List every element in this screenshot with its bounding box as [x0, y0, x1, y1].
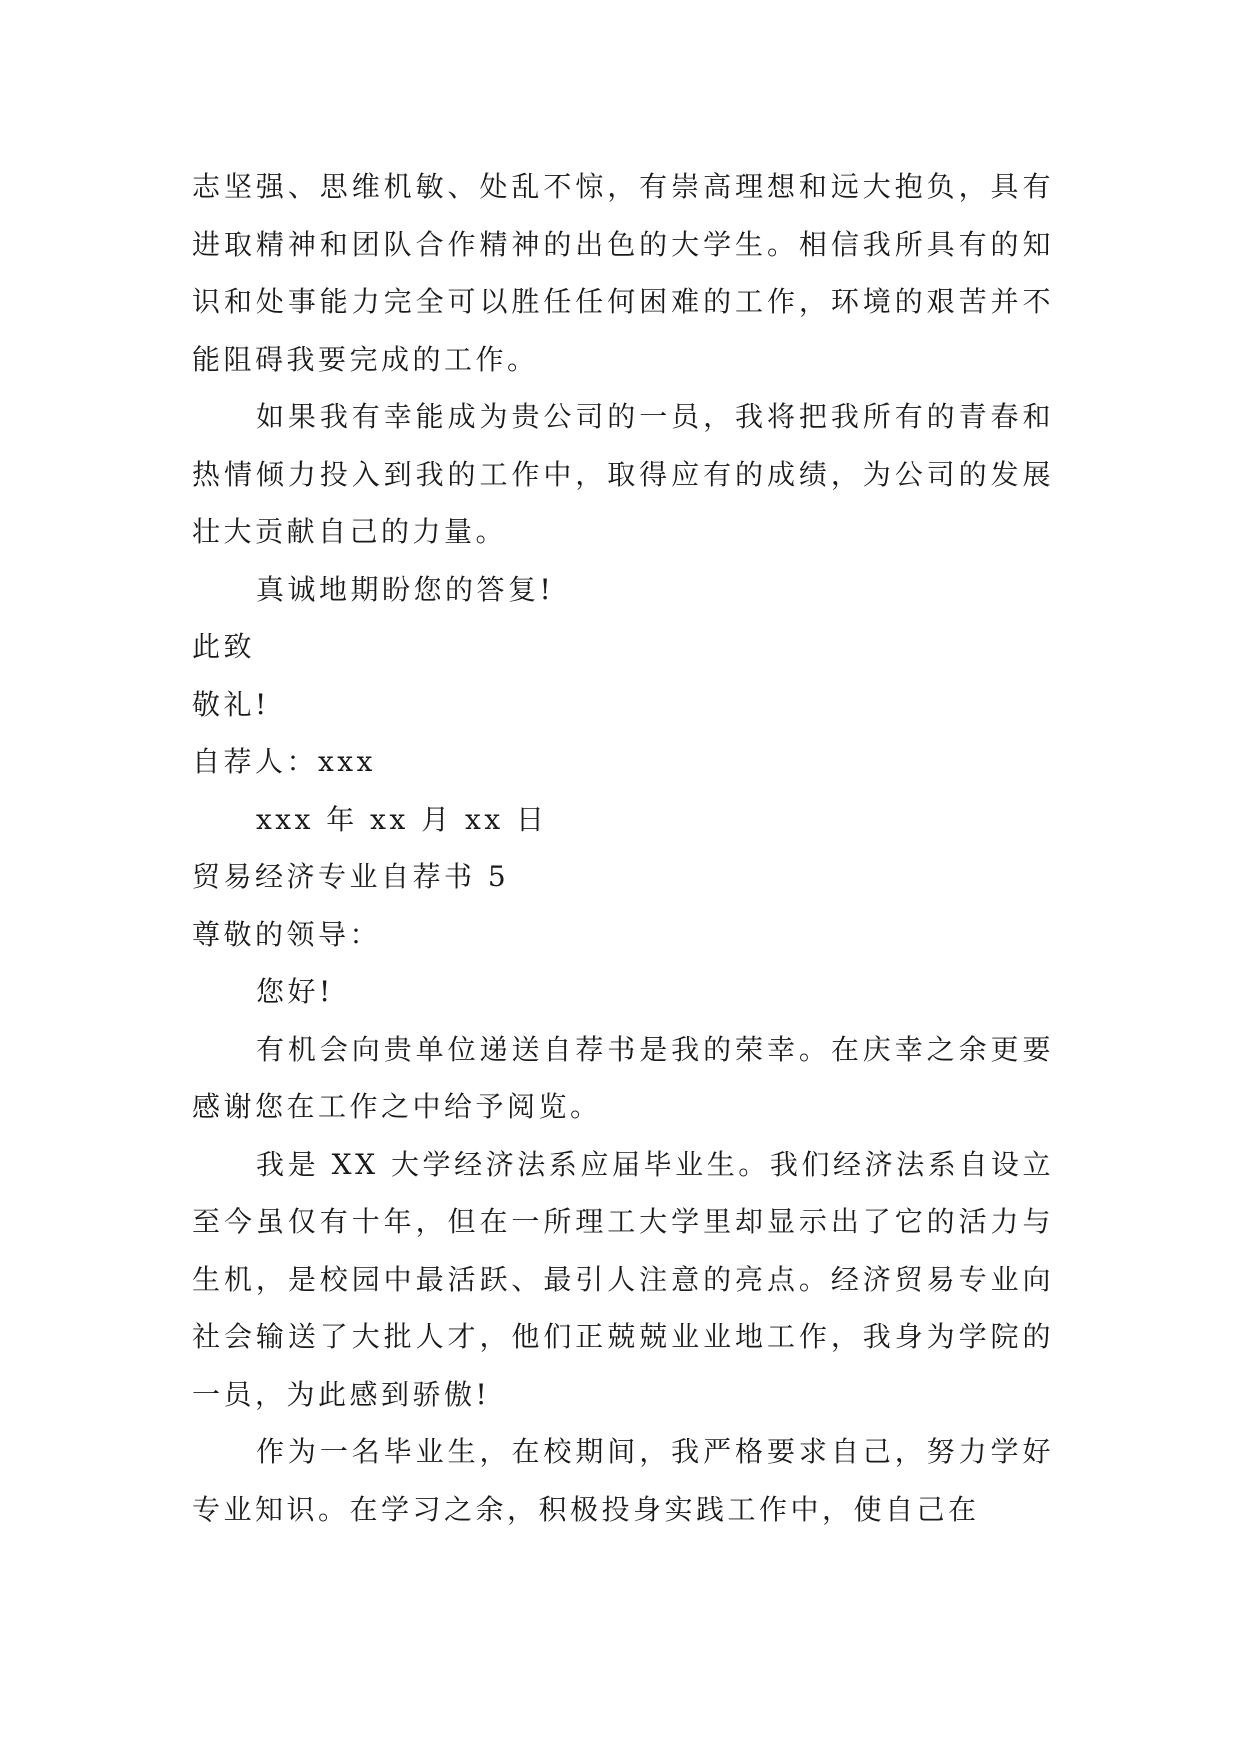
paragraph-awaiting-reply: 真诚地期盼您的答复!: [256, 572, 555, 606]
paragraph-continuation: 志坚强、思维机敏、处乱不惊，有崇高理想和远大抱负，具有进取精神和团队合作精神的出色的大学生。相信我所具有的知识和处事能力完全可以胜任任何困难的工作，环境的艰苦并不能阻碍我要完成的工作。: [192, 170, 1054, 376]
signature-date: xxx 年 xx 月 xx 日: [256, 802, 548, 836]
closing-salutation: 此致: [192, 630, 256, 663]
paragraph-company-member: 如果我有幸能成为贵公司的一员，我将把我所有的青春和热情倾力投入到我的工作中，取得应有的成绩，为公司的发展壮大贡献自己的力量。: [192, 400, 1054, 548]
paragraph-introduction: 我是 XX 大学经济法系应届毕业生。我们经济法系自设立至今虽仅有十年，但在一所理工大学里却显示出了它的活力与生机，是校园中最活跃、最引人注意的亮点。经济贸易专业向社会输送了大批人才，他们正兢兢业业地工作，我身为学院的一员，为此感到骄傲!: [192, 1147, 1054, 1411]
greeting-addressee: 尊敬的领导：: [192, 917, 382, 951]
signature-name: 自荐人：xxx: [192, 745, 376, 778]
document-page: [192, 158, 1054, 1538]
greeting-hello: 您好!: [256, 975, 334, 1008]
section-heading: 贸易经济专业自荐书 5: [192, 860, 510, 893]
paragraph-opportunity: 有机会向贵单位递送自荐书是我的荣幸。在庆幸之余更要感谢您在工作之中给予阅览。: [192, 1032, 1054, 1123]
closing-regards: 敬礼!: [192, 687, 270, 721]
paragraph-study: 作为一名毕业生，在校期间，我严格要求自己，努力学好专业知识。在学习之余，积极投身实践工作中，使自己在: [192, 1435, 1054, 1526]
